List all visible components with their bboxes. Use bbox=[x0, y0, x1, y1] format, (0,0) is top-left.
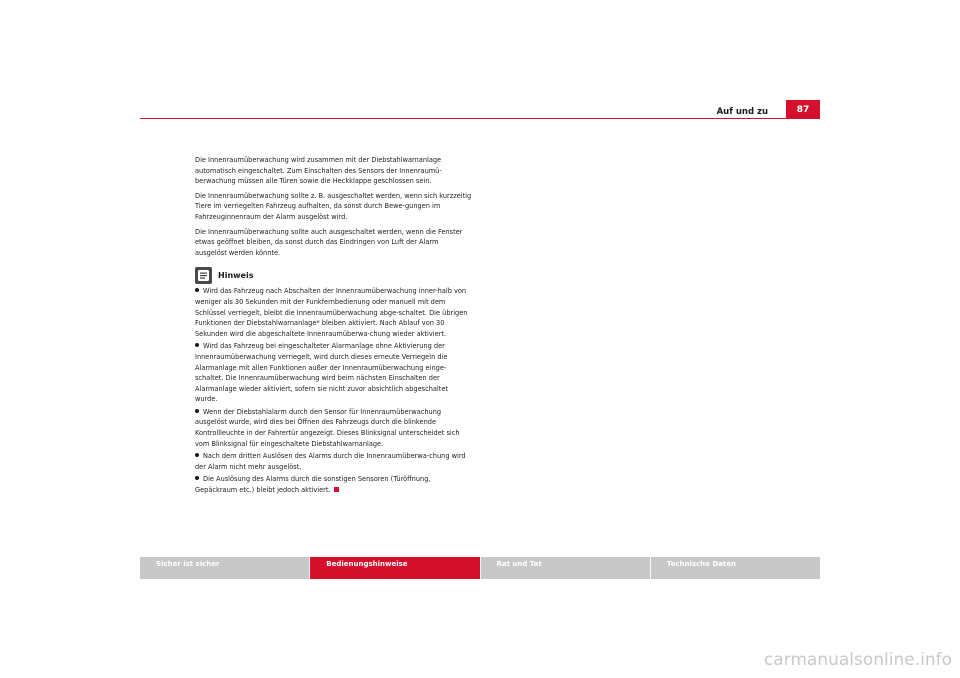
note-heading bbox=[195, 267, 472, 284]
section-title: Auf und zu bbox=[716, 107, 768, 117]
watermark: carmanualsonline.info bbox=[763, 650, 952, 670]
note-info-icon bbox=[195, 267, 212, 284]
bullet-icon bbox=[195, 409, 199, 413]
bullet-icon bbox=[195, 453, 199, 457]
section-end-icon bbox=[334, 487, 339, 492]
note-title: Hinweis bbox=[218, 270, 254, 280]
bullet-text: Wird das Fahrzeug nach Abschalten der Innenraumüberwachung inner-halb von weniger als 30 Sekunden mit der Funkfernbedienung oder manuell mit dem Schlüssel verriegelt, bleibt die Innenraumüberwachung abge-schaltet. Die übrigen Funktionen der Diebstahlwarnanlage* bleiben aktiviert. Nach Ablauf von 30 Sekunden wird die abgeschaltete Innenraumüberwa-chung wieder aktiviert. bbox=[195, 287, 468, 338]
list-item bbox=[195, 474, 472, 495]
content-column bbox=[195, 155, 472, 498]
body-paragraph: Die Innenraumüberwachung sollte z. B. ausgeschaltet werden, wenn sich kurzzeitig Tiere im verriegelten Fahrzeug aufhalten, da sonst durch Bewe-gungen im Fahrzeuginnenraum der Alarm ausgelöst wird. bbox=[195, 191, 472, 221]
chapter-nav bbox=[140, 557, 820, 579]
page-number-badge: 87 bbox=[786, 100, 820, 119]
bullet-text: Nach dem dritten Auslösen des Alarms durch die Innenraumüberwa-chung wird der Alarm nicht mehr ausgelöst. bbox=[195, 452, 466, 471]
bullet-icon bbox=[195, 288, 199, 292]
bullet-icon bbox=[195, 476, 199, 480]
body-paragraph: Die Innenraumüberwachung sollte auch ausgeschaltet werden, wenn die Fenster etwas geöffnet bleiben, da sonst durch das Eindringen von Luft der Alarm ausgelöst werden könnte. bbox=[195, 227, 463, 257]
tab-bedienungshinweise[interactable]: Bedienungshinweise bbox=[310, 557, 480, 579]
list-item bbox=[195, 407, 472, 449]
header-rule bbox=[140, 118, 820, 119]
tab-sicher-ist-sicher[interactable]: Sicher ist sicher bbox=[140, 557, 310, 579]
tab-technische-daten[interactable]: Technische Daten bbox=[651, 557, 820, 579]
tab-rat-und-tat[interactable]: Rat und Tat bbox=[481, 557, 651, 579]
bullet-icon bbox=[195, 343, 199, 347]
list-item bbox=[195, 286, 472, 339]
bullet-text: Wenn der Diebstahlalarm durch den Sensor für Innenraumüberwachung ausgelöst wurde, wird dies bei Öffnen des Fahrzeugs durch die blinkende Kontrollleuchte in der Fahrertür angezeigt. Dieses Blinksignal unterscheidet sich vom Blinksignal für eingeschaltete Diebstahlwarnanlage. bbox=[195, 407, 460, 448]
bullet-text: Wird das Fahrzeug bei eingeschalteter Alarmanlage ohne Aktivierung der Innenraumüberwachung verriegelt, wird durch dieses erneute Verriegeln die Alarmanlage mit allen Funktionen außer der Innenraumüberwachung einge-schaltet. Die Innenraumüberwachung wird beim nächsten Einschalten der Alarmanlage wieder aktiviert, sofern sie nicht zuvor absichtlich abgeschaltet wurde. bbox=[195, 342, 448, 404]
list-item bbox=[195, 341, 472, 405]
body-paragraph: Die Innenraumüberwachung wird zusammen mit der Diebstahlwarnanlage automatisch eingeschaltet. Zum Einschalten des Sensors der Innenraumü-berwachung müssen alle Türen sowie die Heckklappe geschlossen sein. bbox=[195, 156, 442, 186]
bullet-text: Die Auslösung des Alarms durch die sonstigen Sensoren (Türöffnung, Gepäckraum etc.) bleibt jedoch aktiviert. bbox=[195, 475, 431, 495]
list-item bbox=[195, 451, 472, 472]
